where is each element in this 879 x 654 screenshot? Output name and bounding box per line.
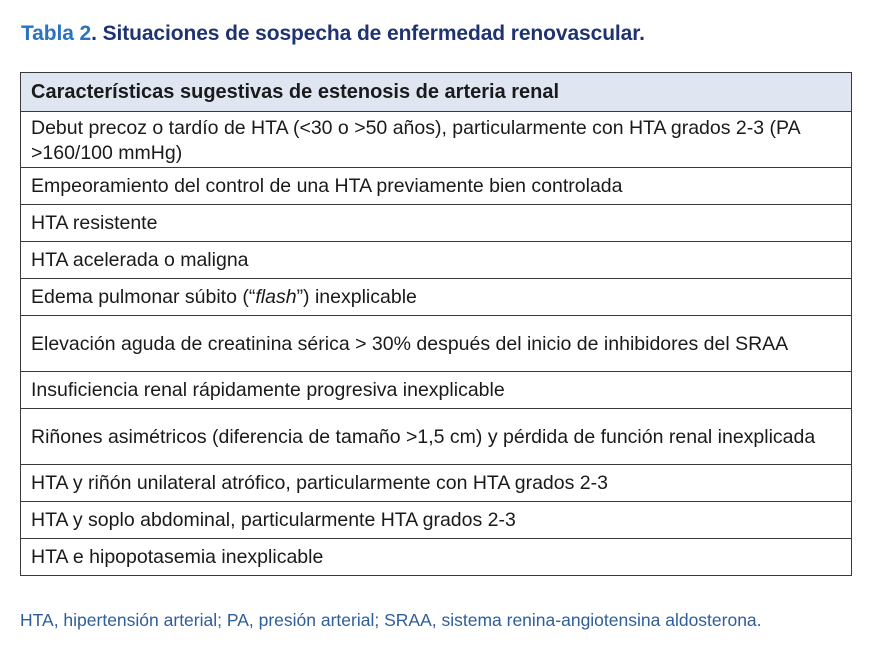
table-cell-abdominal-murmur: HTA y soplo abdominal, particularmente HTA grados 2-3 <box>21 502 852 539</box>
table-cell-atrophic-kidney: HTA y riñón unilateral atrófico, particularmente con HTA grados 2-3 <box>21 465 852 502</box>
flash-edema-italic: flash <box>255 285 297 308</box>
table-row <box>21 502 852 539</box>
table-cell-renal-failure: Insuficiencia renal rápidamente progresiva inexplicable <box>21 372 852 409</box>
table-row <box>21 112 852 168</box>
table-title <box>21 22 645 46</box>
table-header-cell: Características sugestivas de estenosis de arteria renal <box>21 73 852 112</box>
table-row <box>21 539 852 576</box>
table-row <box>21 279 852 316</box>
table-title-label: Tabla 2 <box>21 22 92 45</box>
table-row <box>21 316 852 372</box>
table-row <box>21 242 852 279</box>
table-cell-hypokalemia: HTA e hipopotasemia inexplicable <box>21 539 852 576</box>
table-cell-flash-edema <box>21 279 852 316</box>
table-row <box>21 372 852 409</box>
flash-edema-before: Edema pulmonar súbito (“ <box>31 285 256 308</box>
table-cell-asymmetric-kidneys: Riñones asimétricos (diferencia de tamaño >1,5 cm) y pérdida de función renal inexplicada <box>21 409 852 465</box>
table-row <box>21 168 852 205</box>
table-row <box>21 205 852 242</box>
table-cell-early-onset-hta: Debut precoz o tardío de HTA (<30 o >50 años), particularmente con HTA grados 2-3 (PA >160/100 mmHg) <box>21 112 852 168</box>
table-cell-creatinine-rise: Elevación aguda de creatinina sérica > 30% después del inicio de inhibidores del SRAA <box>21 316 852 372</box>
criteria-table <box>20 72 852 576</box>
table-row <box>21 465 852 502</box>
table-header-row <box>21 73 852 112</box>
table-cell-worsening-control: Empeoramiento del control de una HTA previamente bien controlada <box>21 168 852 205</box>
criteria-table-grid <box>20 72 852 576</box>
table-footnote: HTA, hipertensión arterial; PA, presión arterial; SRAA, sistema renina-angiotensina aldosterona. <box>20 610 762 630</box>
table-title-separator: . <box>91 22 103 45</box>
table-title-text: Situaciones de sospecha de enfermedad renovascular. <box>102 22 645 45</box>
table-row <box>21 409 852 465</box>
table-cell-resistant-hta: HTA resistente <box>21 205 852 242</box>
table-cell-accelerated-hta: HTA acelerada o maligna <box>21 242 852 279</box>
flash-edema-after: ”) inexplicable <box>296 285 417 308</box>
